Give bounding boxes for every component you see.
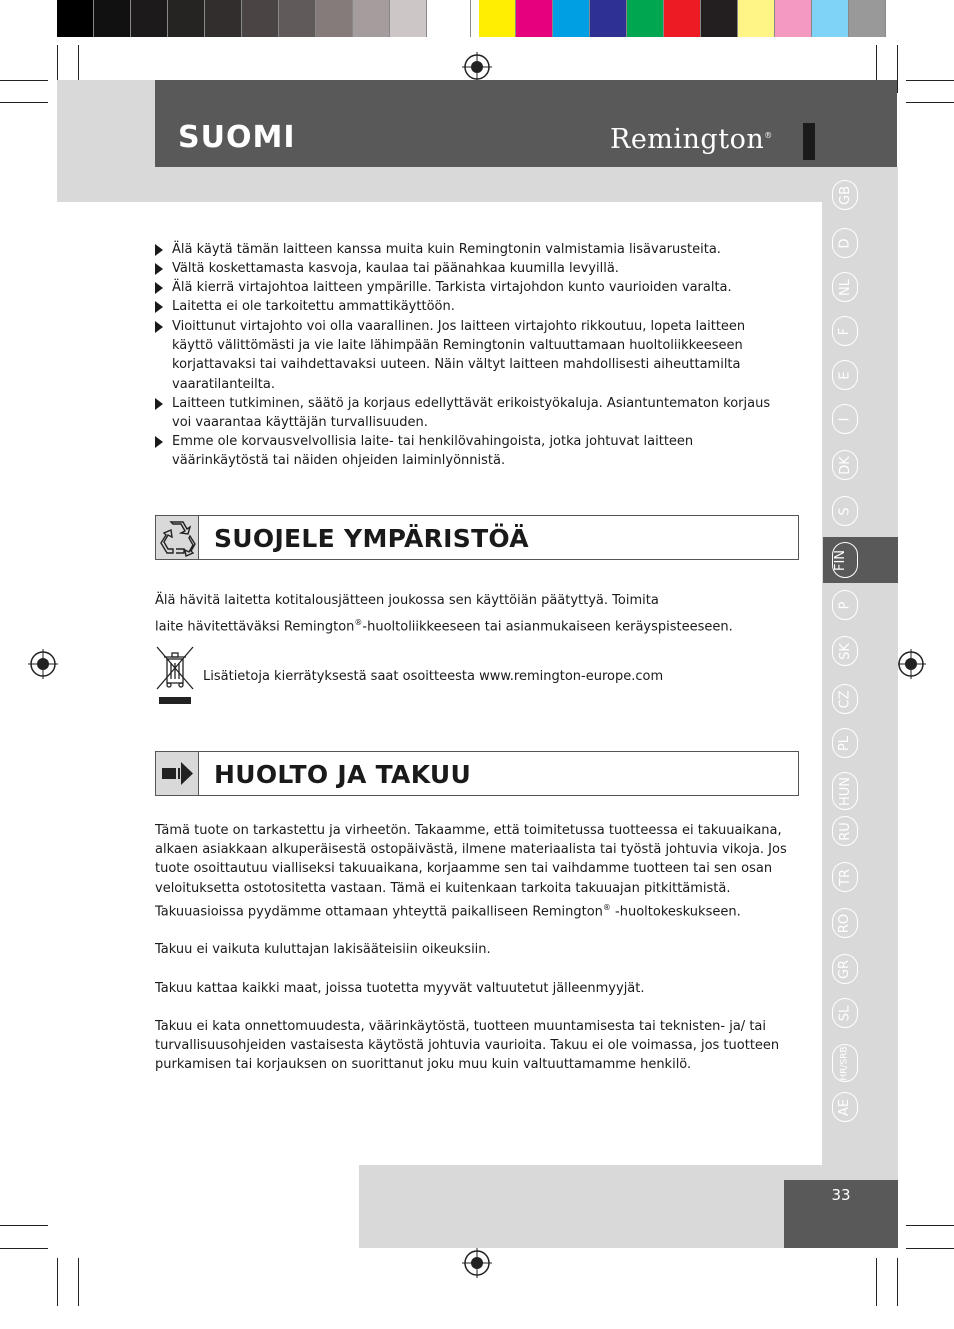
color-swatch xyxy=(242,0,279,37)
language-tab-ru[interactable]: RU xyxy=(832,816,858,846)
language-tab-hun[interactable]: HUN xyxy=(832,772,858,810)
color-swatch xyxy=(279,0,316,37)
color-swatch xyxy=(775,0,812,37)
environment-title: SUOJELE YMPÄRISTÖÄ xyxy=(214,524,529,553)
bullet-triangle-icon xyxy=(155,263,163,275)
arrow-right-icon xyxy=(156,752,198,795)
bullet-triangle-icon xyxy=(155,282,163,294)
color-swatch xyxy=(701,0,738,37)
bullet-item: Vältä koskettamasta kasvoja, kaulaa tai päänahkaa kuumilla levyillä. xyxy=(155,259,775,278)
brand-logo: Remington® xyxy=(610,124,773,155)
color-swatch xyxy=(849,0,886,37)
color-swatch xyxy=(590,0,627,37)
language-tab-i[interactable]: I xyxy=(832,404,858,434)
language-tab-d[interactable]: D xyxy=(832,228,858,258)
crop-mark xyxy=(876,1258,877,1306)
weee-bin-icon xyxy=(155,645,195,705)
color-swatch xyxy=(205,0,242,37)
color-swatch xyxy=(516,0,553,37)
crop-mark xyxy=(906,1248,954,1249)
environment-text: Älä hävitä laitetta kotitalousjätteen joukossa sen käyttöiän päätyttyä. Toimita laite hävitettäväksi Remington®-huoltoliikkeeseen tai asianmukaiseen keräyspisteeseen. xyxy=(155,593,733,635)
bullet-triangle-icon xyxy=(155,436,163,448)
bullet-triangle-icon xyxy=(155,301,163,313)
color-swatch xyxy=(168,0,205,37)
registration-mark-icon xyxy=(28,649,58,679)
color-swatch xyxy=(390,0,427,37)
color-swatch xyxy=(738,0,775,37)
language-tab-cz[interactable]: CZ xyxy=(832,684,858,714)
language-tab-ro[interactable]: RO xyxy=(832,908,858,938)
page-number: 33 xyxy=(831,1186,851,1204)
service-section-header xyxy=(155,751,799,796)
language-tab-e[interactable]: E xyxy=(832,360,858,390)
language-tab-gb[interactable]: GB xyxy=(832,180,858,210)
language-tab-tr[interactable]: TR xyxy=(832,862,858,892)
service-title: HUOLTO JA TAKUU xyxy=(214,760,472,789)
crop-mark xyxy=(0,102,48,103)
registration-mark-icon xyxy=(462,1248,492,1278)
language-tab-nl[interactable]: NL xyxy=(832,272,858,302)
color-swatch xyxy=(316,0,353,37)
language-tab-ae[interactable]: AE xyxy=(832,1092,858,1122)
page-border-grey xyxy=(57,167,897,202)
color-swatch xyxy=(479,0,516,37)
bullet-item: Emme ole korvausvelvollisia laite- tai henkilövahingoista, jotka johtuvat laitteen väärinkäytöstä tai näiden ohjeiden laiminlyönnistä. xyxy=(155,432,775,470)
crop-mark xyxy=(57,1258,58,1306)
color-swatch xyxy=(553,0,590,37)
color-swatch xyxy=(664,0,701,37)
crop-mark xyxy=(0,1248,48,1249)
environment-section-header xyxy=(155,515,799,560)
page-title: SUOMI xyxy=(178,120,296,155)
color-swatch xyxy=(353,0,390,37)
color-swatch xyxy=(131,0,168,37)
registration-mark-icon xyxy=(462,52,492,82)
color-swatch xyxy=(57,0,94,37)
bullet-item: Älä kierrä virtajohtoa laitteen ympärille. Tarkista virtajohdon kunto vaurioiden varalta. xyxy=(155,278,775,297)
crop-mark xyxy=(906,102,954,103)
language-tab-f[interactable]: F xyxy=(832,316,858,346)
warranty-text: Tämä tuote on tarkastettu ja virheetön. Takaamme, että toimitetussa tuotteessa ei takuuaikana, alkaen asiakkaan alkuperäisestä ostopäivästä, ilmene materiaalista tai työstä johtuvia vikoja. Jos tuote osoittautuu vialliseksi takuuaikana, korjaamme sen tai vaihdamme tuotteen tai sen osan veloituksetta ostotositetta vastaan. Tämä ei kuitenkaan tarkoita takuuajan pitkittämistä. Takuuasioissa pyydämme ottamaan yhteyttä paikalliseen Remington® -huoltokeskukseen. Takuu ei vaikuta kuluttajan lakisääteisiin oikeuksiin. Takuu kattaa kaikki maat, joissa tuotetta myyvät valtuutetut jälleenmyyjät. Takuu ei kata onnettomuudesta, väärinkäytöstä, tuotteen muuntamisesta tai teknisten- ja/ tai turvallisuusohjeiden vastaisesta käytöstä johtuvia vaurioita. Takuu ei ole voimassa, jos tuotteen purkamisen tai korjauksen on suorittanut joku muu kuin valtuuttamamme henkilö. xyxy=(155,823,787,1073)
crop-mark xyxy=(906,80,954,81)
color-calibration-bar xyxy=(57,0,897,37)
crop-mark xyxy=(906,1225,954,1226)
language-tab-hr-srb[interactable]: HR/SRB xyxy=(832,1044,858,1082)
language-tab-pl[interactable]: PL xyxy=(832,728,858,758)
bullet-triangle-icon xyxy=(155,398,163,410)
language-tab-dk[interactable]: DK xyxy=(832,450,858,480)
crop-mark xyxy=(78,1258,79,1306)
language-tab-s[interactable]: S xyxy=(832,496,858,526)
color-swatch xyxy=(427,0,471,37)
language-tab-fin[interactable]: FIN xyxy=(823,537,898,583)
language-tab-p[interactable]: P xyxy=(832,590,858,620)
language-tab-sk[interactable]: SK xyxy=(832,636,858,666)
recycle-icon xyxy=(156,516,198,559)
bullet-item: Laitteen tutkiminen, säätö ja korjaus edellyttävät erikoistyökaluja. Asiantuntematon korjaus voi vaarantaa käyttäjän turvallisuuden. xyxy=(155,394,775,432)
bullet-item: Vioittunut virtajohto voi olla vaarallinen. Jos laitteen virtajohto rikkoutuu, lopeta laitteen käyttö välittömästi ja vie laite lähimpään Remingtonin valtuuttamaan huoltoliikkeeseen korjattavaksi tai vaihdettavaksi uuteen. Näin vältyt laitteen mahdollisesti aiheuttamilta vaaratilanteilta. xyxy=(155,317,775,394)
crop-mark xyxy=(897,45,898,93)
crop-mark xyxy=(897,1258,898,1306)
bullet-item: Laitetta ei ole tarkoitettu ammattikäyttöön. xyxy=(155,297,775,316)
bullet-triangle-icon xyxy=(155,244,163,256)
language-tab-sl[interactable]: SL xyxy=(832,998,858,1028)
bullet-triangle-icon xyxy=(155,321,163,333)
color-swatch xyxy=(812,0,849,37)
language-tab-gr[interactable]: GR xyxy=(832,954,858,984)
recycling-info: Lisätietoja kierrätyksestä saat osoitteesta www.remington-europe.com xyxy=(203,669,664,684)
color-swatch xyxy=(627,0,664,37)
crop-mark xyxy=(0,80,48,81)
color-swatch xyxy=(94,0,131,37)
crop-mark xyxy=(0,1225,48,1226)
brand-logo-bar xyxy=(803,123,815,160)
bullet-item: Älä käytä tämän laitteen kanssa muita kuin Remingtonin valmistamia lisävarusteita. xyxy=(155,240,775,259)
registration-mark-icon xyxy=(896,649,926,679)
